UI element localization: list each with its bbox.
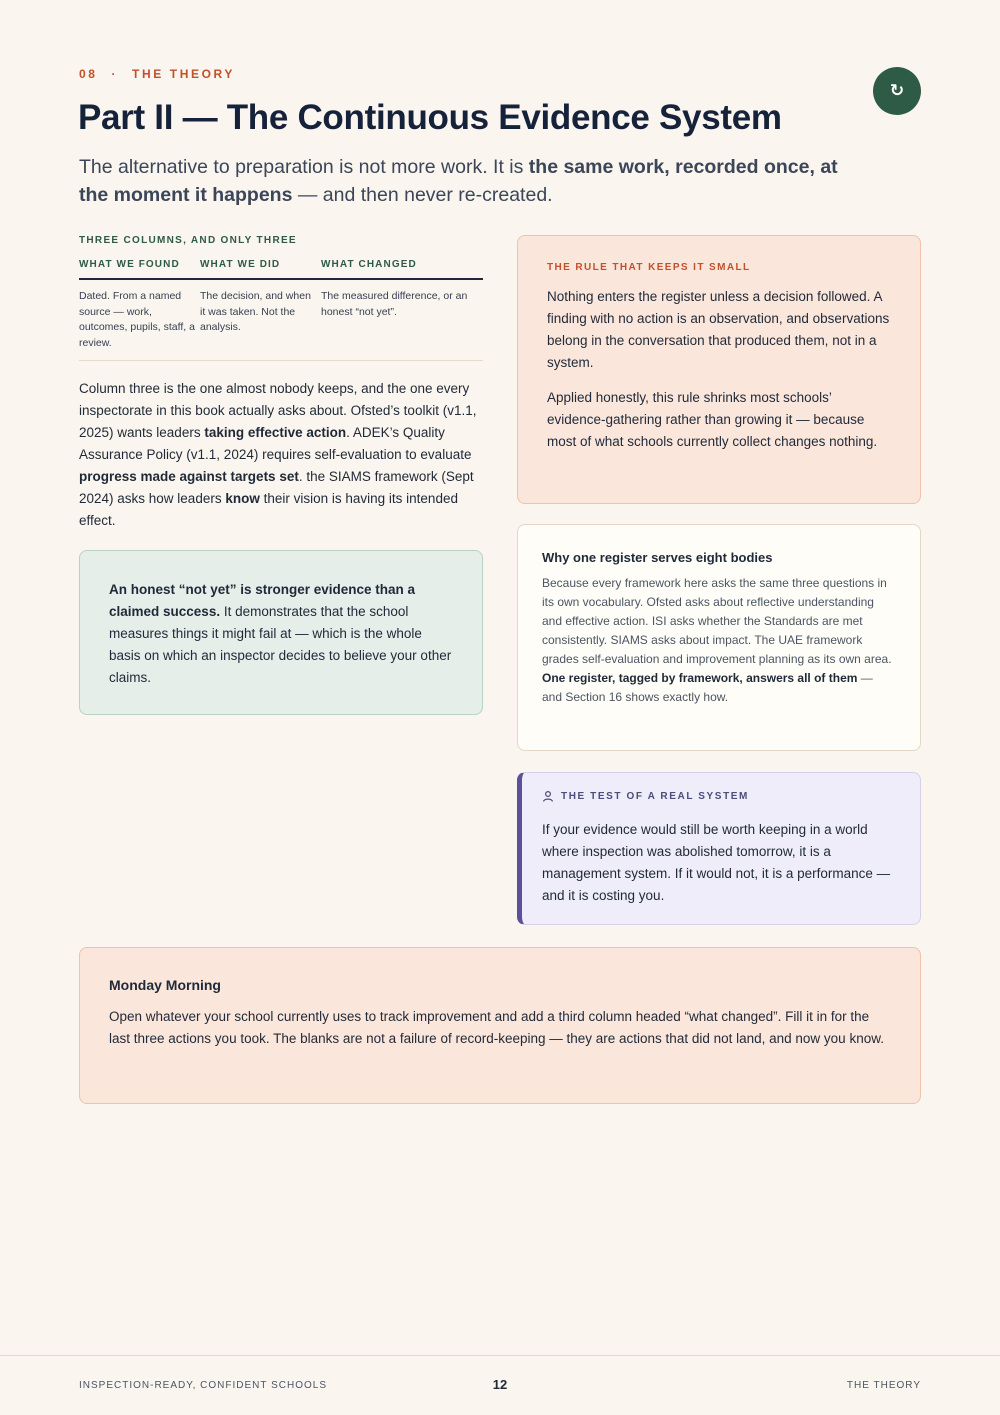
column-header: WHAT CHANGED [321,258,483,279]
footer-section: THE THEORY [846,1380,921,1391]
register-card [517,524,921,751]
callout-not-yet [79,550,483,715]
footer-divider [0,1355,1000,1356]
callout-text [109,579,452,689]
rule-card-paragraph: Applied honestly, this rule shrinks most schools’ evidence-gathering rather than growing it — because most of what schools currently collect changes nothing. [547,390,878,449]
test-card-label-text: THE TEST OF A REAL SYSTEM [561,790,749,802]
kicker-separator: · [111,67,119,81]
register-tail: — and Section 16 shows exactly how. [542,671,873,704]
body-emphasis: know [225,491,260,506]
body-paragraph [79,378,484,532]
rule-card-paragraph: Nothing enters the register unless a decision followed. A finding with no action is an observation, and observations belong in the conversation that produced them, not in a system. [547,289,890,370]
lede-tail: — and then never re-created. [292,184,553,206]
rule-card-label: THE RULE THAT KEEPS IT SMALL [547,262,751,273]
test-card-label [542,790,896,802]
footer-book-title: INSPECTION-READY, CONFIDENT SCHOOLS [79,1380,327,1391]
register-text: Because every framework here asks the same three questions in its own vocabulary. Ofsted asks about reflective understanding and effective action. ISI asks whether the Standards are met consistently. SIAMS asks about impact. The UAE framework grades self-evaluation and improvement planning as its own area. [542,576,892,666]
columns-title: THREE COLUMNS, AND ONLY THREE [79,235,297,246]
lede-text: The alternative to preparation is not more work. It is [79,156,529,178]
table-cell: The decision, and when it was taken. Not the analysis. [200,279,321,361]
section-kicker [79,67,235,81]
page-title: Part II — The Continuous Evidence System [78,98,782,137]
test-card [517,772,921,925]
person-icon [542,790,554,802]
monday-morning-card [79,947,921,1104]
column-header: WHAT WE DID [200,258,321,279]
body-emphasis: taking effective action [204,425,347,440]
body-text: their vision is having its intended effect. [79,491,458,528]
table-row [79,279,483,361]
monday-title: Monday Morning [109,977,221,993]
table-header-row [79,258,483,279]
table-cell: Dated. From a named source — work, outcomes, pupils, staff, a review. [79,279,200,361]
body-text: . the SIAMS framework (Sept 2024) asks how leaders [79,469,474,506]
body-text: . ADEK’s Quality Assurance Policy (v1.1, 2024) requires self-evaluation to evaluate [79,425,472,462]
section-number: 08 [79,67,98,81]
test-card-text: If your evidence would still be worth keeping in a world where inspection was abolished tomorrow, it is a management system. If it would not, it is a performance — and it is costing you. [542,822,891,903]
three-columns-table [79,258,483,361]
page-number: 12 [492,1377,508,1392]
register-emphasis: One register, tagged by framework, answers all of them [542,671,858,685]
refresh-icon[interactable]: ↻ [873,67,921,115]
table-cell: The measured difference, or an honest “not yet”. [321,279,483,361]
column-header: WHAT WE FOUND [79,258,200,279]
lede [79,153,869,209]
register-card-title: Why one register serves eight bodies [542,550,773,565]
lede-emphasis: the same work, recorded once, at the moment it happens [79,156,838,206]
monday-text: Open whatever your school currently uses to track improvement and add a third column headed “what changed”. Fill it in for the last three actions you took. The blanks are not a failure of record-keeping — they are actions that did not land, and now you know. [109,1009,884,1046]
section-name: THE THEORY [132,67,235,81]
callout-body: It demonstrates that the school measures things it might fail at — which is the whole basis on which an inspector decides to believe your other claims. [109,604,452,685]
register-card-text [542,574,896,707]
body-text: Column three is the one almost nobody keeps, and the one every inspectorate in this book actually asks about. Ofsted’s toolkit (v1.1, 2025) wants leaders [79,381,477,440]
body-emphasis: progress made against targets set [79,469,299,484]
callout-emphasis: An honest “not yet” is stronger evidence than a claimed success. [109,582,416,619]
rule-card [517,235,921,504]
